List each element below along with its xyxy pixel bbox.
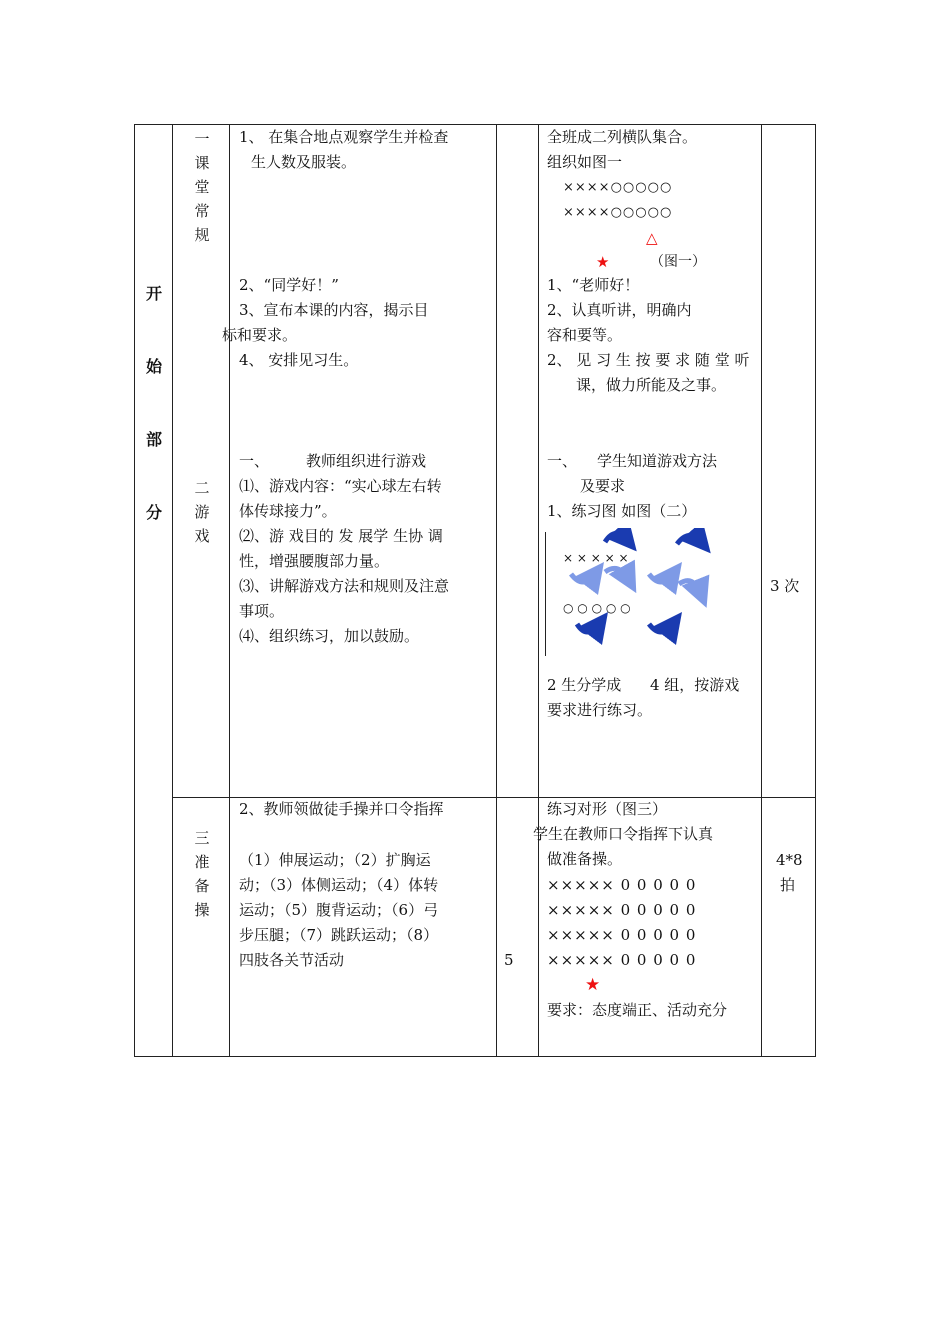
label-char: 三	[194, 829, 210, 847]
teacher-text: 3、宣布本课的内容，揭示目	[239, 301, 429, 319]
section-char: 分	[145, 503, 162, 522]
student-text: 1、“老师好！	[547, 276, 640, 294]
teacher-text: 生人数及服装。	[251, 153, 357, 171]
formation-row: ××××× 0 0 0 0 0	[547, 926, 697, 944]
label-char: 课	[194, 154, 210, 172]
teacher-text: ⑴、游戏内容：“实心球左右转	[239, 477, 442, 495]
column-divider	[496, 124, 497, 1057]
label-char: 二	[194, 479, 210, 497]
student-text: 一、	[547, 452, 578, 470]
column-divider	[229, 124, 230, 1057]
student-text: 课，做力所能及之事。	[576, 376, 727, 394]
student-text: 组织如图一	[547, 153, 623, 171]
section-title	[140, 282, 168, 574]
label-char: 常	[194, 202, 210, 220]
curved-arrow-icon	[605, 533, 627, 542]
student-text: 2、 见 习 生 按 要 求 随 堂 听	[547, 351, 750, 369]
column-divider	[761, 124, 762, 1057]
formation-row: ××××○○○○○	[563, 180, 673, 195]
label-char: 戏	[194, 527, 210, 545]
label-char: 游	[194, 503, 210, 521]
student-text: 4 组，按游戏	[650, 676, 740, 694]
count-value: 4*8	[776, 851, 803, 869]
teacher-triangle-icon: △	[646, 229, 658, 247]
teacher-text: 2、教师领做徒手操并口令指挥	[239, 800, 444, 818]
table-border-top	[134, 124, 816, 125]
section-char: 始	[145, 357, 162, 376]
student-text: 2 生分学成	[547, 676, 622, 694]
table-border-right	[815, 124, 816, 1057]
formation-row: ××××○○○○○	[563, 205, 673, 220]
curved-arrow-icon	[677, 535, 701, 544]
section-char: 开	[145, 284, 162, 303]
time-value: 5	[504, 951, 514, 969]
formation-row: ××××× 0 0 0 0 0	[547, 901, 697, 919]
student-text: 要求进行练习。	[547, 701, 653, 719]
count-value: 3 次	[770, 577, 800, 595]
table-border-bottom	[134, 1056, 816, 1057]
student-text: 2、认真听讲，明确内	[547, 301, 692, 319]
teacher-text: ⑵、游 戏目的 发 展学 生协 调	[239, 527, 443, 545]
curved-arrow-icon	[571, 574, 595, 582]
formation-row: ××××× 0 0 0 0 0	[547, 951, 697, 969]
curved-arrow-icon	[605, 568, 629, 580]
teacher-text: 4、 安排见习生。	[239, 351, 359, 369]
label-char: 准	[194, 853, 210, 871]
student-text: 容和要等。	[547, 326, 623, 344]
formation-row: ××××× 0 0 0 0 0	[547, 876, 697, 894]
curved-arrow-icon	[679, 581, 701, 594]
teacher-text: （1）伸展运动；（2）扩胸运	[239, 851, 431, 869]
teacher-text: 教师组织进行游戏	[306, 452, 427, 470]
label-char: 规	[194, 226, 210, 244]
student-text: 学生知道游戏方法	[597, 452, 718, 470]
teacher-text: 体传球接力”。	[239, 502, 337, 520]
table-border-left	[134, 124, 135, 1057]
student-text: 1、练习图 如图（二）	[547, 502, 697, 520]
label-char: 备	[194, 877, 210, 895]
label-char: 操	[194, 901, 210, 919]
student-text: 做准备操。	[547, 850, 623, 868]
teacher-text: 运动；（5）腹背运动；（6）弓	[239, 901, 439, 919]
teacher-text: 事项。	[239, 602, 285, 620]
section-char: 部	[145, 430, 162, 449]
column-divider	[172, 124, 173, 1057]
star-icon: ★	[596, 253, 610, 271]
teacher-text: ⑶、讲解游戏方法和规则及注意	[239, 577, 450, 595]
curved-arrow-icon	[649, 624, 673, 632]
teacher-text: 步压腿；（7）跳跃运动；（8）	[239, 926, 439, 944]
teacher-text: 四肢各关节活动	[239, 951, 345, 969]
formation-row: × × × × ×	[563, 551, 629, 565]
star-icon: ★	[585, 975, 601, 995]
curved-arrow-icon	[649, 574, 673, 582]
teacher-text: 性，增强腰腹部力量。	[239, 552, 390, 570]
teacher-text: 1、 在集合地点观察学生并检查	[239, 128, 449, 146]
teacher-text: 一、	[239, 452, 270, 470]
curved-arrow-icon	[577, 624, 599, 632]
teacher-text: ⑷、组织练习，加以鼓励。	[239, 627, 420, 645]
label-char: 堂	[194, 178, 210, 196]
student-text: 练习对形（图三）	[547, 800, 668, 818]
pass-arrows	[543, 528, 718, 658]
formation-row: ○ ○ ○ ○ ○	[563, 601, 631, 615]
student-text: 学生在教师口令指挥下认真	[533, 825, 714, 843]
figure-caption: （图一）	[650, 254, 706, 270]
label-char: 一	[194, 130, 210, 148]
game-diagram	[543, 528, 718, 658]
column-divider	[538, 124, 539, 1057]
student-text: 全班成二列横队集合。	[547, 128, 698, 146]
count-value: 拍	[780, 876, 796, 894]
student-text: 及要求	[580, 477, 626, 495]
student-text: 要求：态度端正、活动充分	[547, 1001, 728, 1019]
teacher-text: 标和要求。	[222, 326, 298, 344]
teacher-text: 动；（3）体侧运动；（4）体转	[239, 876, 439, 894]
teacher-text: 2、“同学好！”	[239, 276, 339, 294]
